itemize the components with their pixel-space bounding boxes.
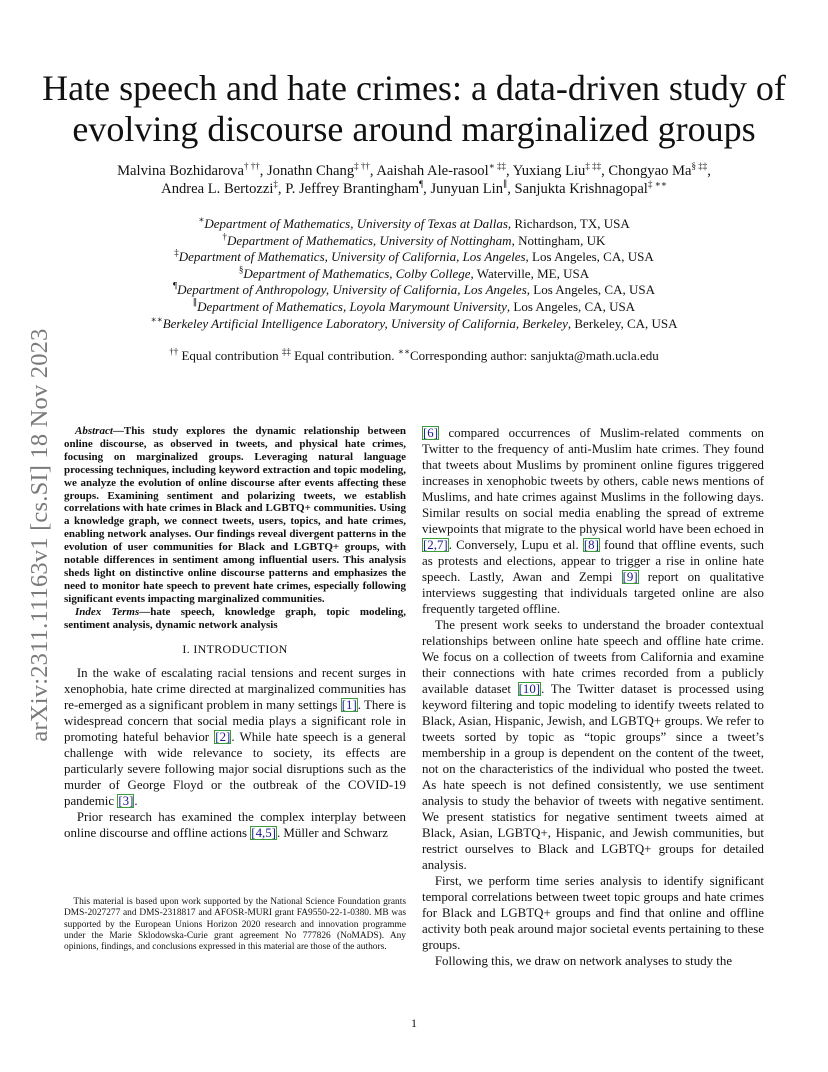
text-run: compared occurrences of Muslim-related comments on Twitter to the frequency of anti-Muslim hate crimes. They found that tweets about Muslims by prominent online figures triggered increases in xenophobic tweets by others, cable news mentions of Muslims, and hate crimes against Muslims in the following days. Similar results on social media enabling the spread of extreme viewpoints that migrate to the physical world have been echoed in (422, 426, 764, 536)
affiliation-mark: ¶ (173, 281, 178, 292)
author-list (60, 162, 768, 198)
author-mark: † †† (243, 161, 260, 172)
body-paragraph (422, 617, 764, 873)
affiliation-dept: Department of Mathematics, Loyola Marymount University (197, 298, 507, 314)
citation-link[interactable]: [2,7] (423, 538, 448, 552)
author-mark: ‡ ‡‡ (585, 161, 602, 172)
text-run: . There is widespread concern that social media plays a significant role in promoting hateful behavior (64, 697, 406, 744)
section-heading (64, 642, 406, 657)
citation-link[interactable]: [2] (215, 729, 231, 744)
citation-link[interactable]: [4,5] (251, 825, 276, 840)
affiliation-mark: ∥ (192, 297, 198, 308)
affiliation-mark: § (238, 264, 244, 275)
author-name: , Junyuan Lin (423, 181, 504, 197)
affiliation (60, 249, 768, 266)
body-paragraph: Following this, we draw on network analyses to study the (434, 954, 733, 968)
affiliation-dept: Department of Mathematics, University of Texas at Dallas (204, 216, 508, 231)
author-name: , P. Jeffrey Brantingham (277, 181, 420, 197)
arxiv-identifier: arXiv:2311.11163v1 [cs.SI] 18 Nov 2023 (26, 328, 53, 742)
index-terms-label: Index Terms (75, 605, 140, 618)
text-run: Prior research has examined the complex interplay between online discourse and offline actions (64, 809, 406, 840)
text-run: . The Twitter dataset is processed using keyword filtering and topic modeling to identify tweets related to Black, Asian, Hispanic, Jewish, and LGBTQ+ groups. We refer to tweets sorted by topic as “topic groups” since a tweet’s membership in a group is dependent on the content of the tweet, not on the characteristics of the individual who posted the tweet. As hate speech is not defined consistently, we use sentiment analysis to study the behavior of tweets with negative sentiment. We present statistics for negative sentiment tweets aimed at Black, Asian, LGBTQ+, Hispanic, and Jewish communities, but restrict ourselves to Black and LGBTQ+ groups for detailed analysis. (422, 682, 764, 872)
abstract-text: —This study explores the dynamic relationship between online discourse, as observed in tweets, and physical hate crimes, focusing on marginalized groups. Leveraging natural language processing techniques, including keyword extraction and topic modeling, we analyze the evolution of online discourse after events affecting these groups. Examining sentiment and polarizing tweets, we establish correlations with hate crimes in Black and LGBTQ+ communities. Using a knowledge graph, we connect tweets, users, topics, and hate crimes, enabling network analyses. Our findings reveal divergent patterns in the evolution of user communities for Black and LGBTQ+ groups, with notable differences in sentiment among influential users. This analysis sheds light on distinctive online discourse patterns and emphasizes the need to monitor hate speech to prevent hate crimes, especially following significant events impacting marginalized communities. (64, 425, 406, 605)
affiliation-place: , Waterville, ME, USA (470, 265, 590, 281)
affiliation-dept: Department of Anthropology, University of California, Los Angeles (177, 282, 527, 298)
paper-title: Hate speech and hate crimes: a data-driven study of evolving discourse around marginalized groups (42, 68, 786, 149)
affiliation-dept: Department of Mathematics, University of Nottingham (227, 232, 512, 248)
text-run: In the wake of escalating racial tensions and recent surges in xenophobia, hate crime directed at marginalized communities has re-emerged as a significant problem in many settings (64, 665, 406, 712)
affiliation-dept: Berkeley Artificial Intelligence Laboratory, University of California, Berkeley (162, 315, 568, 331)
text-run: . While hate speech is a general challenge with wide relevance to society, its effects are particularly severe following major social disruptions such as the murder of George Floyd or the outbreak of the COVID-19 pandemic (64, 729, 406, 808)
author-name: , Chongyao Ma (601, 163, 692, 179)
section-number: I. (182, 641, 194, 656)
affiliation-mark: † (222, 231, 228, 242)
body-paragraph: First, we perform time series analysis to identify significant temporal correlations between tweet topic groups and hate crimes for Black and LGBTQ+ groups and find that online and offline activity both peak around major societal events pertaining to these groups. (422, 874, 764, 952)
body-paragraph (64, 665, 406, 809)
citation-link[interactable]: [9] (622, 570, 638, 584)
author-mark: § ‡‡ (691, 161, 708, 172)
text-run: . (134, 793, 138, 808)
affiliation-dept: Department of Mathematics, Colby College (243, 265, 471, 281)
citation-link[interactable]: [6] (423, 426, 439, 440)
affiliation-place: , Los Angeles, CA, USA (506, 298, 636, 314)
author-mark: ¶ (419, 179, 424, 190)
text-run: found that offline events, such as protests and elections, appear to trigger a rise in online hate speech. Lastly, Awan and Zempi (422, 538, 764, 584)
affiliation-place: , Berkeley, CA, USA (567, 315, 678, 331)
citation-link[interactable]: [1] (341, 697, 357, 712)
author-name: , Aaishah Ale-rasool (369, 163, 489, 179)
author-separator: , (707, 163, 711, 179)
affiliation (60, 316, 768, 333)
author-name: , Yuxiang Liu (506, 163, 586, 179)
affiliation-place: , Nottingham, UK (511, 232, 606, 248)
body-paragraph (422, 425, 764, 617)
affiliation-mark: ∗∗ (150, 314, 163, 325)
body-paragraph (64, 809, 406, 841)
author-name: , Sanjukta Krishnagopal (507, 181, 648, 197)
author-name: Andrea L. Bertozzi (161, 181, 274, 197)
page-number: 1 (411, 1016, 417, 1030)
abstract (64, 425, 406, 606)
author-name: Malvina Bozhidarova (117, 163, 244, 179)
affiliation-mark: ‡ (174, 247, 179, 258)
affiliation-list (60, 216, 768, 332)
affiliation-dept: Department of Mathematics, University of California, Los Angeles (178, 249, 526, 265)
section-initial: I (193, 641, 198, 656)
author-mark: ‡ ∗∗ (647, 179, 667, 190)
note-text: Equal contribution (178, 348, 282, 363)
author-name: , Jonathn Chang (259, 163, 355, 179)
note-mark: †† (169, 346, 179, 357)
contribution-note (60, 348, 768, 364)
section-title: NTRODUCTION (197, 641, 288, 656)
affiliation-place: , Richardson, TX, USA (507, 216, 630, 231)
author-mark: ∗ ‡‡ (488, 161, 507, 172)
affiliation (60, 233, 768, 250)
index-terms-text: —hate speech, knowledge graph, topic modeling, sentiment analysis, dynamic network analysis (64, 605, 406, 631)
footnote (64, 897, 406, 953)
text-run: The present work seeks to understand the broader contextual relationships between online hate speech and offline hate crime. We focus on a collection of tweets from California and examine their connections with hate crimes recorded from a publicly available dataset (422, 618, 764, 696)
affiliation (60, 266, 768, 283)
footnote-text: This material is based upon work supported by the National Science Foundation grants DMS-2027277 and DMS-2318817 and AFOSR-MURI grant FA9550-22-1-0380. MB was supported by the European Unions Horizon 2020 research and innovation programme under the Marie Sklodowska-Curie grant agreement No 777826 (NoMADS). Any opinions, findings, and conclusions expressed in this material are those of the authors. (64, 897, 406, 953)
abstract-label: Abstract (75, 425, 113, 437)
citation-link[interactable]: [3] (118, 793, 134, 808)
note-mark: ∗∗ (397, 346, 410, 357)
note-mark: ‡‡ (281, 346, 291, 357)
affiliation (60, 216, 768, 233)
text-run: . Müller and Schwarz (276, 825, 388, 840)
arxiv-side-stamp (20, 300, 60, 770)
author-mark: ‡ (273, 179, 278, 190)
affiliation (60, 299, 768, 316)
affiliation (60, 282, 768, 299)
citation-link[interactable]: [10] (518, 682, 541, 696)
text-run: report on qualitative interviews suggesting that individuals targeted online are also frequently targeted offline. (422, 570, 764, 616)
left-column (64, 425, 406, 841)
affiliation-mark: ∗ (198, 214, 205, 225)
affiliation-place: , Los Angeles, CA, USA (525, 249, 654, 265)
author-mark: ∥ (503, 179, 508, 190)
author-mark: ‡ †† (354, 161, 370, 172)
index-terms (64, 606, 406, 632)
right-column (422, 425, 764, 969)
corresponding-author: Corresponding author: sanjukta@math.ucla.edu (409, 348, 659, 363)
affiliation-place: , Los Angeles, CA, USA (526, 282, 655, 298)
citation-link[interactable]: [8] (583, 538, 599, 552)
text-run: . Conversely, Lupu et al. (448, 538, 583, 552)
note-text: Equal contribution. (290, 348, 398, 363)
